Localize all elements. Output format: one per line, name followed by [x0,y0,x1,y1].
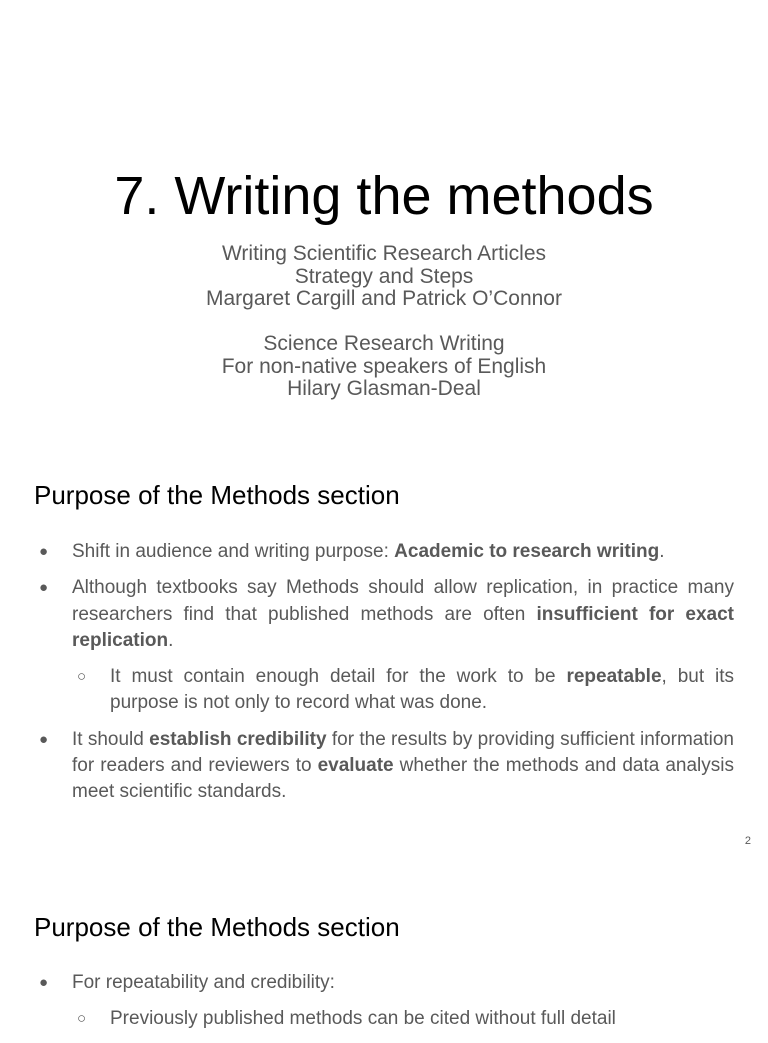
list-item [39,539,734,565]
slide-heading: Purpose of the Methods section [34,480,400,510]
list-item [39,727,735,806]
hollow-bullet-icon: ○ [77,1010,87,1028]
methods-purpose-slide [0,432,768,864]
sub-list-item [77,664,734,717]
subtitle-block [0,243,768,401]
book2-subtitle: For non-native speakers of English [221,354,547,378]
bullet-icon: ● [39,730,49,748]
page-title: 7. Writing the methods [114,166,654,226]
bullet-bold-text: establish credibility [149,728,327,750]
bullet-bold-text: evaluate [317,755,394,777]
sub-list-item [77,1006,734,1032]
hollow-bullet-icon: ○ [77,668,87,686]
bullet-icon: ● [39,579,49,597]
bullet-text: It should [72,728,150,750]
book1-authors: Margaret Cargill and Patrick O’Connor [206,287,562,310]
bullet-text: It must contain enough detail for the work to be [110,666,567,688]
bullet-text: Although textbooks say Methods should allow replication, in practice many researchers find that published methods are often [72,577,734,625]
bullet-text: , but its purpose is not only to record what was done. [110,666,734,714]
slide-heading: Purpose of the Methods section [34,912,400,942]
bullet-bold-text: insufficient for exact replication [72,603,734,651]
bullet-list [0,970,768,1043]
bullet-list [0,539,768,816]
list-item [39,970,734,996]
bullet-icon: ● [39,543,49,560]
book1-title: Writing Scientific Research Articles [221,242,547,265]
list-item [39,575,734,654]
bullet-bold-text: repeatable [566,666,662,688]
bullet-bold-text: Academic to research writing [394,541,660,562]
book1-subtitle: Strategy and Steps [294,264,474,288]
spacer [0,311,768,334]
title-slide [0,0,768,432]
bullet-text: . [659,541,665,562]
book2-author: Hilary Glasman-Deal [287,377,481,400]
page-number: 2 [744,835,751,847]
book2-title: Science Research Writing [263,332,505,355]
bullet-text: Shift in audience and writing purpose: [72,541,395,562]
bullet-text: Previously published methods can be cited without full detail [110,1008,616,1030]
bullet-text: . [168,629,174,651]
bullet-icon: ● [39,974,49,991]
bullet-text: For repeatability and credibility: [72,972,335,993]
methods-purpose-slide-continued [0,864,768,1030]
bullet-text: for the results by providing sufficient information for readers and reviewers to [72,728,735,777]
bullet-text: whether the methods and data analysis meet scientific standards. [72,755,734,803]
